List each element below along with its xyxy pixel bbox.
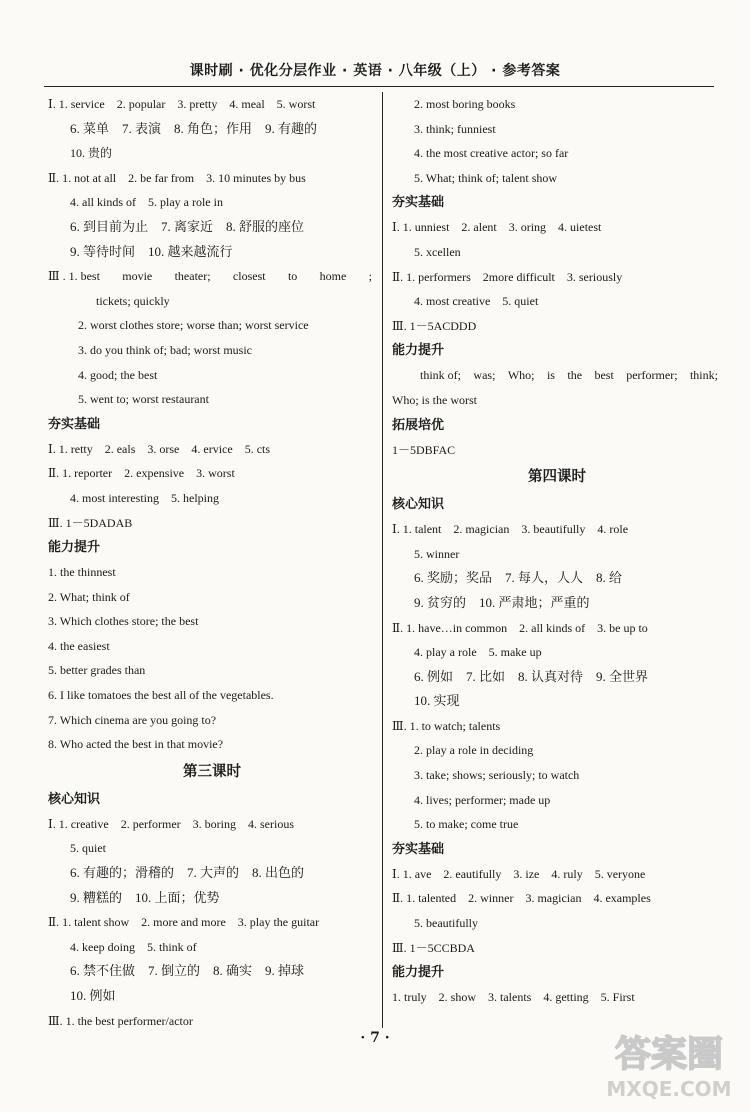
answer-line: 5. better grades than (48, 663, 146, 678)
answer-line: Ⅱ. 1. have…in common 2. all kinds of 3. be up to (392, 620, 648, 635)
right-column (392, 92, 722, 1010)
answer-line: 4. lives; performer; made up (414, 792, 551, 807)
answer-word: ; (368, 269, 372, 284)
answer-line: 3. take; shows; seriously; to watch (414, 768, 580, 783)
answer-line: Ⅱ. 1. not at all 2. be far from 3. 10 minutes by bus (48, 170, 306, 185)
answer-word: the (567, 368, 583, 383)
section-heading: 夯实基础 (392, 841, 445, 857)
answer-line: 6. I like tomatoes the best all of the vegetables. (48, 688, 274, 703)
answer-line: 6. 例如 7. 比如 8. 认真对待 9. 全世界 (414, 668, 649, 684)
answer-line: 1－5DBFAC (392, 442, 456, 457)
answer-line: 7. Which cinema are you going to? (48, 712, 217, 727)
answer-line: Ⅲ. 1. the best performer/actor (48, 1013, 193, 1028)
answer-line: 6. 到目前为止 7. 离家近 8. 舒服的座位 (70, 218, 305, 234)
answer-word: Ⅲ . 1. best (48, 269, 100, 284)
answer-line: 5. What; think of; talent show (414, 170, 558, 185)
answer-line: 6. 有趣的；滑稽的 7. 大声的 8. 出色的 (70, 865, 305, 881)
section-heading: 夯实基础 (392, 195, 445, 211)
answer-line: Ⅰ. 1. talent 2. magician 3. beautifully 4. role (392, 522, 629, 537)
answer-line: 5. went to; worst restaurant (78, 392, 209, 407)
answer-line: Ⅱ. 1. reporter 2. expensive 3. worst (48, 466, 235, 481)
answer-line: tickets; quickly (96, 293, 170, 308)
answer-line: 2. What; think of (48, 589, 130, 604)
answer-line-justified (392, 363, 722, 388)
answer-line: 3. do you think of; bad; worst music (78, 342, 252, 357)
answer-line: 10. 例如 (70, 988, 116, 1003)
watermark-url: MXQE.COM (606, 1077, 732, 1101)
answer-word: home (319, 269, 347, 284)
answer-word: to (287, 269, 298, 284)
watermark-logo (600, 1020, 738, 1104)
answer-line: Ⅱ. 1. talented 2. winner 3. magician 4. examples (392, 891, 651, 906)
answer-line: 9. 贫穷的 10. 严肃地；严重的 (414, 594, 590, 610)
answer-line: 2. play a role in deciding (414, 743, 534, 758)
answer-line: 4. the easiest (48, 638, 110, 653)
answer-word: think of; (420, 368, 461, 383)
answer-line: Ⅰ. 1. ave 2. eautifully 3. ize 4. ruly 5. veryone (392, 866, 646, 881)
answer-line: 2. most boring books (414, 97, 516, 111)
answer-line: 4. all kinds of 5. play a role in (70, 195, 223, 210)
answer-line: Ⅰ. 1. service 2. popular 3. pretty 4. meal 5. worst (48, 97, 316, 111)
answer-line: Ⅱ. 1. talent show 2. more and more 3. play the guitar (48, 915, 320, 930)
column-divider (382, 92, 383, 1028)
answer-line: 2. worst clothes store; worse than; worst service (78, 318, 309, 333)
answer-word: theater; (174, 269, 211, 284)
answer-word: Who; (507, 368, 535, 383)
answer-line: 4. most interesting 5. helping (70, 490, 219, 505)
answer-line: Ⅲ. 1－5ACDDD (392, 318, 477, 333)
answer-line: 4. good; the best (78, 367, 158, 382)
lesson-title: 第四课时 (528, 469, 586, 486)
page-number: · 7 · (360, 1030, 390, 1046)
answer-line: 4. the most creative actor; so far (414, 146, 569, 161)
answer-line: 4. most creative 5. quiet (414, 294, 539, 309)
answer-line: 4. keep doing 5. think of (70, 939, 197, 954)
answer-line: 6. 奖励；奖品 7. 每人，人人 8. 给 (414, 570, 623, 586)
answer-line-justified (48, 264, 376, 289)
page-header-title: 课时刷 · 优化分层作业 · 英语 · 八年级（上） · 参考答案 (189, 63, 561, 79)
answer-line: Who; is the worst (392, 392, 477, 407)
answer-line: 5. quiet (70, 841, 106, 856)
section-heading: 拓展培优 (392, 417, 445, 433)
answer-line: 6. 菜单 7. 表演 8. 角色；作用 9. 有趣的 (70, 120, 318, 136)
answer-line: 9. 等待时间 10. 越来越流行 (70, 243, 233, 259)
answer-line: 10. 贵的 (70, 146, 113, 161)
answer-line: Ⅲ. 1－5DADAB (48, 515, 133, 530)
lesson-title: 第三课时 (183, 763, 241, 780)
answer-line: 5. winner (414, 546, 460, 561)
section-heading: 能力提升 (48, 540, 101, 556)
section-heading: 核心知识 (392, 497, 445, 513)
answer-line: 3. think; funniest (414, 121, 496, 136)
header-rule (44, 86, 714, 87)
answer-line: 5. beautifully (414, 916, 478, 931)
answer-word: was; (473, 368, 496, 383)
answer-line: 6. 禁不住做 7. 倒立的 8. 确实 9. 掉球 (70, 963, 305, 979)
left-column (48, 92, 376, 1033)
answer-line: Ⅱ. 1. performers 2more difficult 3. seriously (392, 269, 623, 284)
answer-line: Ⅰ. 1. creative 2. performer 3. boring 4. serious (48, 816, 295, 831)
answer-line: 10. 实现 (414, 693, 460, 709)
watermark-text: 答案圈 (614, 1034, 724, 1075)
answer-line: Ⅰ. 1. unniest 2. alent 3. oring 4. uietest (392, 220, 602, 235)
answer-line: 5. to make; come true (414, 817, 519, 832)
answer-word: performer; (626, 368, 678, 383)
answer-line: Ⅰ. 1. retty 2. eals 3. orse 4. ervice 5. cts (48, 441, 271, 456)
answer-word: think; (689, 368, 718, 383)
section-heading: 能力提升 (392, 343, 445, 359)
section-heading: 能力提升 (392, 965, 445, 981)
answer-word: closest (232, 269, 266, 284)
answer-line: 5. xcellen (414, 244, 461, 259)
answer-line: 1. truly 2. show 3. talents 4. getting 5. First (392, 990, 635, 1005)
section-heading: 夯实基础 (48, 416, 101, 432)
answer-word: is (546, 368, 555, 383)
answer-line: Ⅲ. 1－5CCBDA (392, 940, 475, 955)
answer-line: 4. play a role 5. make up (414, 645, 542, 660)
answer-line: 9. 糟糕的 10. 上面；优势 (70, 889, 220, 905)
answer-line: 1. the thinnest (48, 565, 116, 580)
answer-word: movie (122, 269, 153, 284)
section-heading: 核心知识 (48, 791, 101, 807)
answer-line: 3. Which clothes store; the best (48, 614, 199, 629)
answer-line: 8. Who acted the best in that movie? (48, 737, 224, 752)
answer-line: Ⅲ. 1. to watch; talents (392, 718, 501, 733)
answer-word: best (594, 368, 614, 383)
